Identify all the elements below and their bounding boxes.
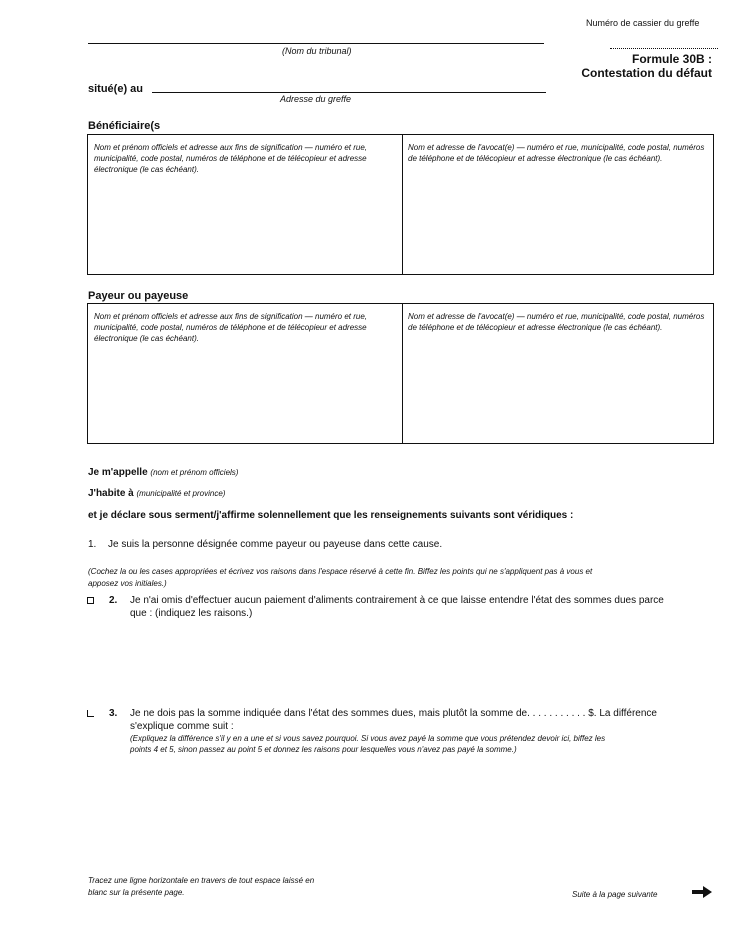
instructions-line2: apposez vos initiales.) (88, 579, 167, 588)
item2-checkbox[interactable] (87, 597, 94, 604)
item3-hint-line1: (Expliquez la différence s'il y en a une et si vous savez pourquoi. Si vous avez payé la somme que vous prétendez devoir ici, biffez les (130, 734, 606, 743)
payor-divider (402, 304, 403, 443)
recipient-party-cell-label: Nom et prénom officiels et adresse aux fins de signification — numéro et rue, municipalité, code postal, numéros de téléphone et de télécopieur et adresse électronique (le cas échéant). (94, 143, 368, 174)
oath-statement: et je déclare sous serment/j'affirme solennellement que les renseignements suivants sont véridiques : (88, 510, 574, 521)
file-number-field[interactable] (610, 34, 718, 49)
court-name-field[interactable] (88, 30, 548, 44)
item3-line2: s'explique comme suit : (130, 721, 234, 732)
court-name-label: (Nom du tribunal) (282, 46, 352, 56)
form-title: Contestation du défaut (581, 66, 712, 80)
footer-note-line1: Tracez une ligne horizontale en travers de tout espace laissé en (88, 876, 315, 885)
arrow-right-icon (692, 886, 712, 898)
registry-address-field[interactable] (152, 79, 550, 93)
payor-party-field[interactable] (92, 350, 402, 444)
recipient-lawyer-cell-label: Nom et adresse de l'avocat(e) — numéro et rue, municipalité, code postal, numéros de téléphone et de télécopieur et adresse électronique (le cas échéant). (408, 143, 705, 163)
payor-party-cell-label: Nom et prénom officiels et adresse aux fins de signification — numéro et rue, municipalité, code postal, numéros de téléphone et de télécopieur et adresse électronique (le cas échéant). (94, 312, 368, 343)
residence-hint: (municipalité et province) (136, 489, 226, 498)
name-label: Je m'appelle (88, 467, 148, 478)
located-at-label: situé(e) au (88, 83, 144, 95)
name-hint: (nom et prénom officiels) (150, 468, 239, 477)
name-field[interactable] (280, 465, 714, 480)
payor-heading: Payeur ou payeuse (88, 290, 189, 302)
payor-lawyer-field[interactable] (406, 350, 714, 444)
item3-line1: Je ne dois pas la somme indiquée dans l'état des sommes dues, mais plutôt la somme de. . . . . . . . . . . $. La différence (130, 708, 657, 719)
file-number-label: Numéro de cassier du greffe (586, 18, 700, 28)
item2-line1: Je n'ai omis d'effectuer aucun paiement d'aliments contrairement à ce que laisse entendre l'état des sommes dues parce (130, 595, 664, 606)
registry-address-label: Adresse du greffe (280, 94, 352, 104)
residence-label: J'habite à (88, 488, 134, 499)
footer-note-line2: blanc sur la présente page. (88, 888, 185, 897)
item3-explanation-field[interactable] (130, 760, 714, 864)
instructions-line1: (Cochez la ou les cases appropriées et écrivez vos raisons dans l'espace réservé à cette fin. Biffez les points qui ne s'appliquent pas à vous et (88, 567, 593, 576)
recipient-party-field[interactable] (92, 180, 402, 274)
payor-lawyer-cell-label: Nom et adresse de l'avocat(e) — numéro et rue, municipalité, code postal, numéros de téléphone et de télécopieur et adresse électronique (le cas échéant). (408, 312, 705, 332)
item1-text: Je suis la personne désignée comme payeur ou payeuse dans cette cause. (108, 539, 443, 550)
item1-number: 1. (88, 539, 97, 550)
item2-line2: que : (indiquez les raisons.) (130, 608, 253, 619)
recipient-lawyer-field[interactable] (406, 180, 714, 274)
item3-hint-line2: points 4 et 5, sinon passez au point 5 et donnez les raisons pour lesquelles vous n'avez pas payé la somme.) (130, 745, 517, 754)
item2-number: 2. (109, 595, 118, 606)
recipient-divider (402, 135, 403, 274)
item3-checkbox[interactable] (87, 710, 94, 717)
item2-reasons-field[interactable] (130, 624, 714, 702)
name-line (88, 467, 238, 478)
residence-line (88, 488, 225, 499)
residence-field[interactable] (262, 486, 714, 501)
item3-number: 3. (109, 708, 118, 719)
recipient-heading: Bénéficiaire(s (88, 120, 161, 132)
continued-label: Suite à la page suivante (572, 890, 658, 899)
form-number: Formule 30B : (631, 52, 712, 66)
